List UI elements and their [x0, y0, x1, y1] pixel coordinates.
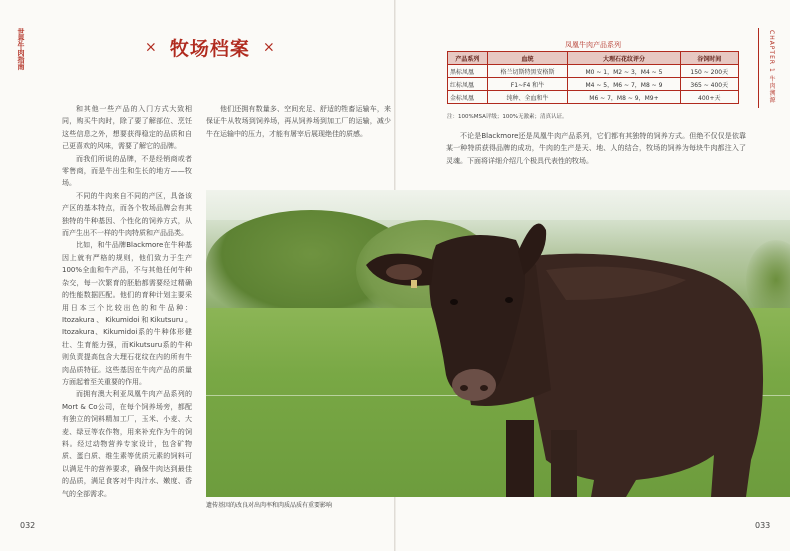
table-row — [448, 65, 739, 78]
page-number-left: 032 — [20, 521, 36, 530]
title-text: 牧场档案 — [169, 38, 250, 60]
table-title: 凤凰牛肉产品系列 — [565, 41, 621, 49]
photo-caption: 遗传基因的改良对出肉率和肉质品质有重要影响 — [206, 502, 333, 509]
table-header: 谷饲时间 — [680, 52, 738, 65]
table-cell: F1~F4 和牛 — [487, 78, 568, 91]
table-cell: 金标凤凰 — [448, 91, 488, 104]
table-cell: 黑标凤凰 — [448, 65, 488, 78]
page-number-right: 033 — [755, 521, 771, 530]
table-cell: 格兰切斯特黑安格斯 — [487, 65, 568, 78]
paragraph: 比如，和牛品牌Blackmore在牛种基因上就有严格的规则，他们致力于生产100%全血和牛产品，不与其他任何牛种杂交，每一次繁育的胚胎都需要经过精确的性能数据匹配。他们的育种计划主要采用日本三个比较出色的和牛品种：Itozakura、Kikumidoi和Kikutsuru。Itozakura、Kikumidoi系的牛种体形健壮、生育能力强，而Kikutsuru系的牛种则负责提高包含大理石花纹在内的所有牛肉品质特征。这些基因在牛肉产品的质量方面起着至关重要的作用。 — [62, 241, 192, 386]
chapter-tag: CHAPTER 1 牛肉溯源 — [768, 30, 775, 104]
left-side-tag: 世界牛肉指南 — [17, 28, 25, 70]
product-table — [447, 51, 739, 104]
paragraph: 而我们所说的品牌，不是经销商或者零售商，而是牛出生和生长的地方——牧场。 — [62, 154, 192, 188]
table-row — [448, 91, 739, 104]
table-cell: 400+天 — [680, 91, 738, 104]
table-header-row — [448, 52, 739, 65]
table-header: 血统 — [487, 52, 568, 65]
side-rule — [758, 28, 759, 108]
title-mark-right: × — [262, 39, 275, 56]
table-cell: 365 ~ 400天 — [680, 78, 738, 91]
table-cell: 纯种、全血和牛 — [487, 91, 568, 104]
table-cell: 红标凤凰 — [448, 78, 488, 91]
table-cell: 150 ~ 200天 — [680, 65, 738, 78]
table-cell: M0 ~ 1，M2 ~ 3，M4 ~ 5 — [568, 65, 680, 78]
table-cell: M6 ~ 7，M8 ~ 9，M9+ — [568, 91, 680, 104]
cow-illustration — [206, 190, 790, 497]
table-row — [448, 78, 739, 91]
page-title — [145, 34, 345, 61]
paragraph: 不同的牛肉来自不同的产区，具备该产区的基本特点，而各个牧场品牌会有其独特的牛种基因、个性化的饲养方式，从而产生出不一样的牛肉特质和产品品类。 — [62, 191, 192, 238]
table-header: 大理石花纹评分 — [568, 52, 680, 65]
paragraph: 他们还拥有数量多、空间充足、舒适的牲畜运输车，来保证牛从牧场到饲养场，再从饲养场到加工厂的运输，减少牛在运输中的压力，才能有屠宰后展现绝佳的质感。 — [206, 105, 391, 138]
table-note: 注：100%MSA评级；100%无激素；清真认证。 — [447, 114, 568, 120]
cow-photo — [206, 190, 790, 497]
paragraph: 而拥有澳大利亚凤凰牛肉产品系列的Mort & Co公司，在每个饲养场旁，都配有独立的饲料精加工厂，玉米、小麦、大麦、绿豆等农作物，用来补充作为牛的饲料。经过动物营养专家设计，包含矿物质、蛋白质、维生素等优质元素的饲料可以满足牛的营养要求，确保牛肉达到最佳的品质，满足食客对牛肉汁水、嫩度、香气的全部需求。 — [62, 390, 192, 498]
paragraph: 和其他一些产品的入门方式大致相同，购买牛肉时，除了要了解部位、烹饪这些信息之外，想要获得稳定的品质和自己更喜欢的风味，需要了解它的品牌。 — [62, 105, 192, 151]
title-mark-left: × — [145, 39, 157, 56]
left-column-1 — [62, 103, 192, 500]
paragraph: 不论是Blackmore还是凤凰牛肉产品系列，它们都有其独特的饲养方式。但绝不仅仅是依靠某一种特质获得品牌的成功，牛肉的生产是天、地、人的结合，牧场的饲养为每块牛肉都注入了灵魂。下面将详细介绍几个极具代表性的牧场。 — [446, 132, 746, 165]
left-column-2 — [206, 103, 391, 140]
right-body-text — [446, 130, 746, 167]
table-cell: M4 ~ 5，M6 ~ 7，M8 ~ 9 — [568, 78, 680, 91]
table-header: 产品系列 — [448, 52, 488, 65]
